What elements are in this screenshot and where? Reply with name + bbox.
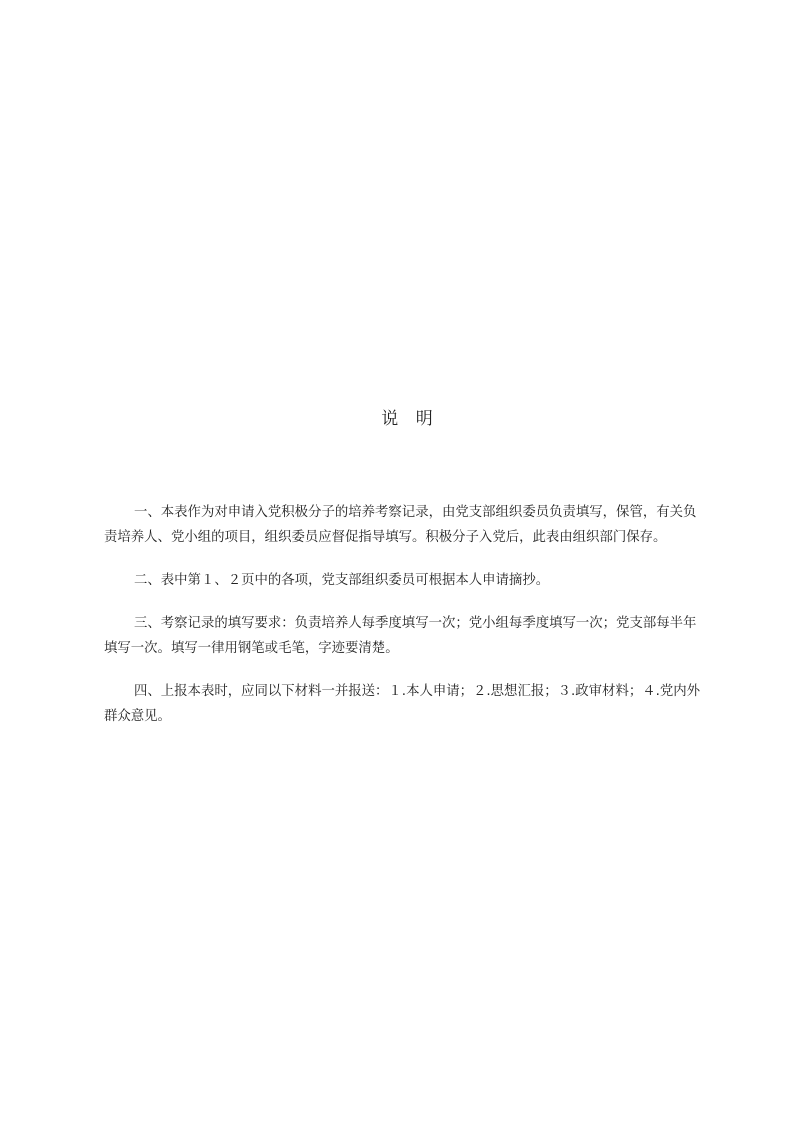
instruction-paragraph-2: 二、表中第１、２页中的各项，党支部组织委员可根据本人申请摘抄。 <box>134 573 550 588</box>
instructions-body <box>104 500 704 747</box>
page-title: 说 明 <box>381 409 439 429</box>
instruction-paragraph-1: 一、本表作为对申请入党积极分子的培养考察记录，由党支部组织委员负责填写，保管，有关负责培养人、党小组的项目，组织委员应督促指导填写。积极分子入党后，此表由组织部门保存。 <box>104 505 697 545</box>
instruction-paragraph-3: 三、考察记录的填写要求：负责培养人每季度填写一次；党小组每季度填写一次；党支部每半年填写一次。填写一律用钢笔或毛笔，字迹要清楚。 <box>104 616 697 656</box>
instruction-paragraph-4: 四、上报本表时，应同以下材料一并报送：１.本人申请；２.思想汇报；３.政审材料；４.党内外群众意见。 <box>104 684 701 724</box>
